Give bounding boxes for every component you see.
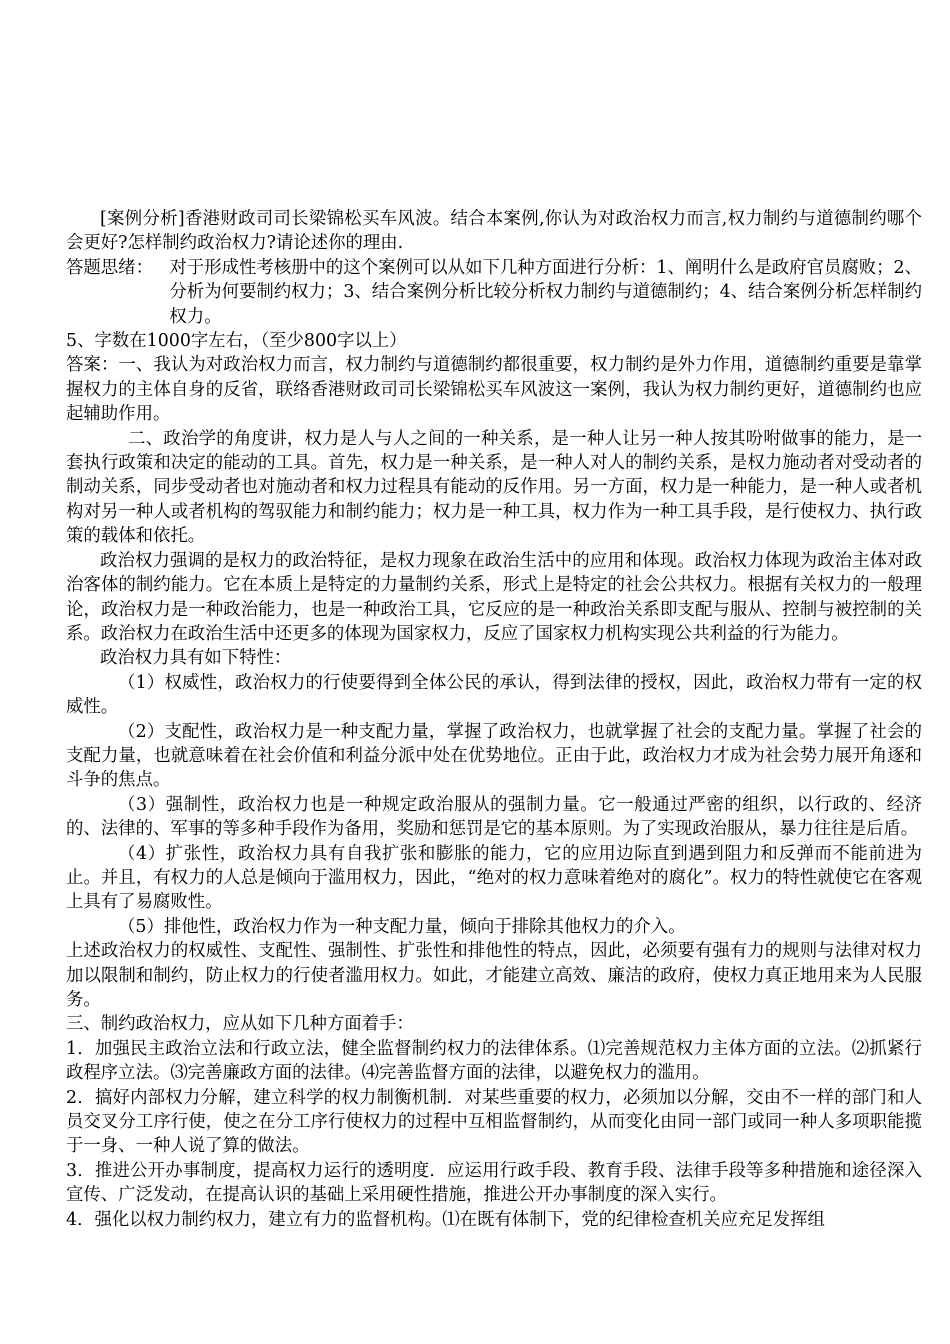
case-prompt: [案例分析]香港财政司司长梁锦松买车风波。结合本案例,你认为对政治权力而言,权力制约与道德制约哪个会更好?怎样制约政治权力?请论述你的理由. <box>66 209 922 254</box>
feature-item: （4）扩张性，政治权力具有自我扩张和膨胀的能力，它的应用边际直到遇到阻力和反弹而不能前进为止。并且，有权力的人总是倾向于滥用权力，因此，“绝对的权力意味着绝对的腐化”。权力的特性就使它在客观上具有了易腐败性。 <box>66 843 922 913</box>
section-two-paragraph: 二、政治学的角度讲，权力是人与人之间的一种关系，是一种人让另一种人按其吩咐做事的能力，是一套执行政策和决定的能动的工具。首先，权力是一种关系，是一种人对人的制约关系，是权力施动者对受动者的制动关系，同步受动者也对施动者和权力过程具有能动的反作用。另一方面，权力是一种能力，是一种人或者机构对另一种人或者机构的驾驭能力和制约能力；权力是一种工具，权力作为一种工具手段，是行使权力、执行政策的载体和依托。 <box>66 428 922 547</box>
feature-item: （1）权威性，政治权力的行使要得到全体公民的承认，得到法律的授权，因此，政治权力带有一定的权威性。 <box>66 672 922 718</box>
measure-item: 2．搞好内部权力分解，建立科学的权力制衡机制．对某些重要的权力，必须加以分解，交由不一样的部门和人员交叉分工序行使，使之在分工序行使权力的过程中互相监督制约，从而变化由同一部门或同一种人多项职能揽于一身、一种人说了算的做法。 <box>66 1087 922 1157</box>
section-three-heading: 三、制约政治权力，应从如下几种方面着手： <box>66 1014 414 1035</box>
word-count-requirement: 5、字数在1000字左右，（至少800字以上） <box>66 331 407 352</box>
answer-thought <box>66 256 922 329</box>
feature-item: （2）支配性，政治权力是一种支配力量，掌握了政治权力，也就掌握了社会的支配力量。掌握了社会的支配力量，也就意味着在社会价值和利益分派中处在优势地位。正由于此，政治权力才成为社会势力展开角逐和斗争的焦点。 <box>66 721 922 791</box>
thought-text: 对于形成性考核册中的这个案例可以从如下几种方面进行分析：1、阐明什么是政府官员腐败；2、分析为何要制约权力；3、结合案例分析比较分析权力制约与道德制约；4、结合案例分析怎样制约权力。 <box>169 257 922 327</box>
feature-item: （3）强制性，政治权力也是一种规定政治服从的强制力量。它一般通过严密的组织，以行政的、经济的、法律的、军事的等多种手段作为备用，奖励和惩罚是它的基本原则。为了实现政治服从，暴力往往是后盾。 <box>66 794 922 840</box>
feature-item: （5）排他性，政治权力作为一种支配力量，倾向于排除其他权力的介入。 <box>118 916 686 937</box>
answer-intro: 答案：一、我认为对政治权力而言，权力制约与道德制约都很重要，权力制约是外力作用，道德制约重要是靠掌握权力的主体自身的反省，联络香港财政司司长梁锦松买车风波这一案例，我认为权力制约更好，道德制约也应起辅助作用。 <box>66 355 922 425</box>
measure-item: 4．强化以权力制约权力，建立有力的监督机构。⑴在既有体制下，党的纪律检查机关应充足发挥组 <box>66 1209 825 1230</box>
features-intro: 政治权力具有如下特性： <box>100 648 292 669</box>
political-power-paragraph: 政治权力强调的是权力的政治特征，是权力现象在政治生活中的应用和体现。政治权力体现为政治主体对政治客体的制约能力。它在本质上是特定的力量制约关系，形式上是特定的社会公共权力。根据有关权力的一般理论，政治权力是一种政治能力，也是一种政治工具，它反应的是一种政治关系即支配与服从、控制与被控制的关系。政治权力在政治生活中还更多的体现为国家权力，反应了国家权力机构实现公共利益的行为能力。 <box>66 550 922 644</box>
measure-item: 3．推进公开办事制度，提高权力运行的透明度．应运用行政手段、教育手段、法律手段等多种措施和途径深入宣传、广泛发动，在提高认识的基础上采用硬性措施，推进公开办事制度的深入实行。 <box>66 1160 922 1206</box>
document-body <box>66 207 922 1232</box>
measure-item: 1．加强民主政治立法和行政立法，健全监督制约权力的法律体系。⑴完善规范权力主体方面的立法。⑵抓紧行政程序立法。⑶完善廉政方面的法律。⑷完善监督方面的法律，以避免权力的滥用。 <box>66 1038 922 1084</box>
summary-paragraph: 上述政治权力的权威性、支配性、强制性、扩张性和排他性的特点，因此，必须要有强有力的规则与法律对权力加以限制和制约，防止权力的行使者滥用权力。如此，才能建立高效、廉洁的政府，使权力真正地用来为人民服务。 <box>66 941 922 1010</box>
thought-label: 答题思绪： <box>66 257 153 278</box>
